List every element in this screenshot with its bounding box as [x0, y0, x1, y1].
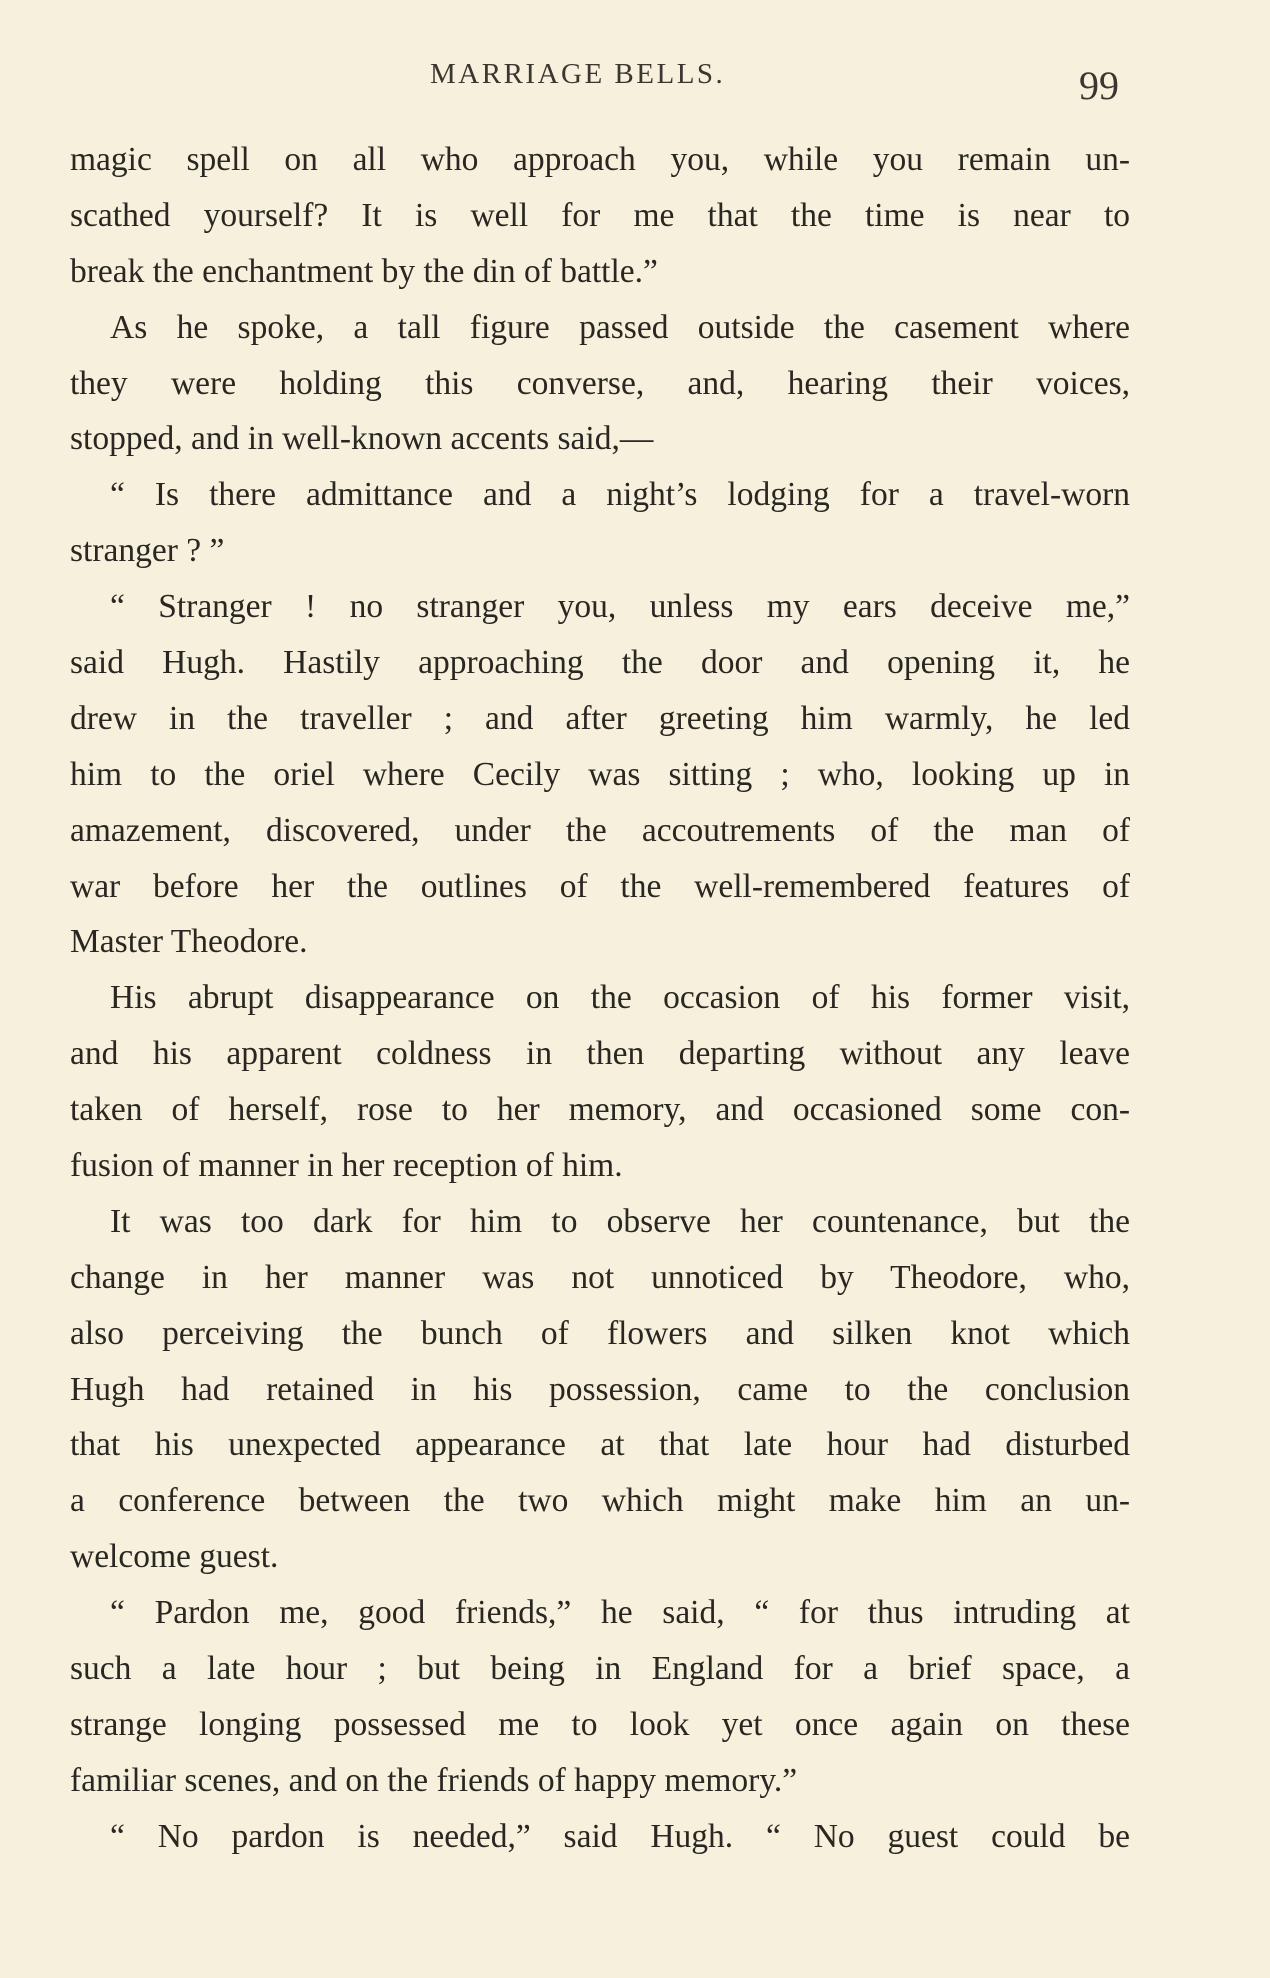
text-line: magic spell on all who approach you, while you remain un- — [70, 141, 1130, 178]
text-line: “ No pardon is needed,” said Hugh. “ No guest could be — [110, 1817, 1130, 1855]
text-line: welcome guest. — [70, 1538, 279, 1576]
text-line: drew in the traveller ; and after greeting him warmly, he led — [70, 699, 1130, 737]
running-title: MARRIAGE BELLS. — [430, 58, 726, 90]
text-line: As he spoke, a tall figure passed outside the casement where — [110, 308, 1130, 346]
text-line: “ Pardon me, good friends,” he said, “ for thus intruding at — [110, 1594, 1130, 1632]
text-line: “ Is there admittance and a night’s lodging for a travel-worn — [110, 476, 1130, 514]
text-line: they were holding this converse, and, hearing their voices, — [70, 364, 1130, 402]
body-text — [70, 132, 1130, 1865]
text-line: familiar scenes, and on the friends of happy memory.” — [70, 1761, 798, 1799]
text-line: stranger ? ” — [70, 532, 225, 570]
text-line: It was too dark for him to observe her countenance, but the — [110, 1202, 1130, 1240]
text-line: strange longing possessed me to look yet once again on these — [70, 1705, 1130, 1743]
text-line: war before her the outlines of the well-remembered features of — [70, 867, 1130, 905]
page-number: 99 — [1079, 63, 1119, 108]
text-line: taken of herself, rose to her memory, and occasioned some con- — [70, 1091, 1130, 1129]
text-line: Master Theodore. — [70, 923, 308, 961]
text-line: and his apparent coldness in then departing without any leave — [70, 1035, 1130, 1073]
running-head — [0, 56, 1270, 106]
text-line: break the enchantment by the din of battle.” — [70, 252, 658, 290]
text-line: Hugh had retained in his possession, came to the conclusion — [70, 1370, 1130, 1408]
text-line: such a late hour ; but being in England for a brief space, a — [70, 1650, 1130, 1688]
text-line: fusion of manner in her reception of him. — [70, 1147, 623, 1185]
text-line: a conference between the two which might make him an un- — [70, 1482, 1130, 1520]
text-line: him to the oriel where Cecily was sitting ; who, looking up in — [70, 755, 1130, 793]
text-line: His abrupt disappearance on the occasion of his former visit, — [110, 979, 1130, 1017]
text-line: change in her manner was not unnoticed by Theodore, who, — [70, 1258, 1130, 1296]
text-line: “ Stranger ! no stranger you, unless my ears deceive me,” — [110, 588, 1130, 626]
text-line: said Hugh. Hastily approaching the door and opening it, he — [70, 644, 1130, 682]
text-line: amazement, discovered, under the accoutrements of the man of — [70, 811, 1130, 849]
text-line: stopped, and in well-known accents said,— — [70, 420, 654, 458]
text-line: also perceiving the bunch of flowers and silken knot which — [70, 1314, 1130, 1352]
text-line: scathed yourself? It is well for me that the time is near to — [70, 196, 1130, 234]
text-line: that his unexpected appearance at that late hour had disturbed — [70, 1426, 1130, 1464]
